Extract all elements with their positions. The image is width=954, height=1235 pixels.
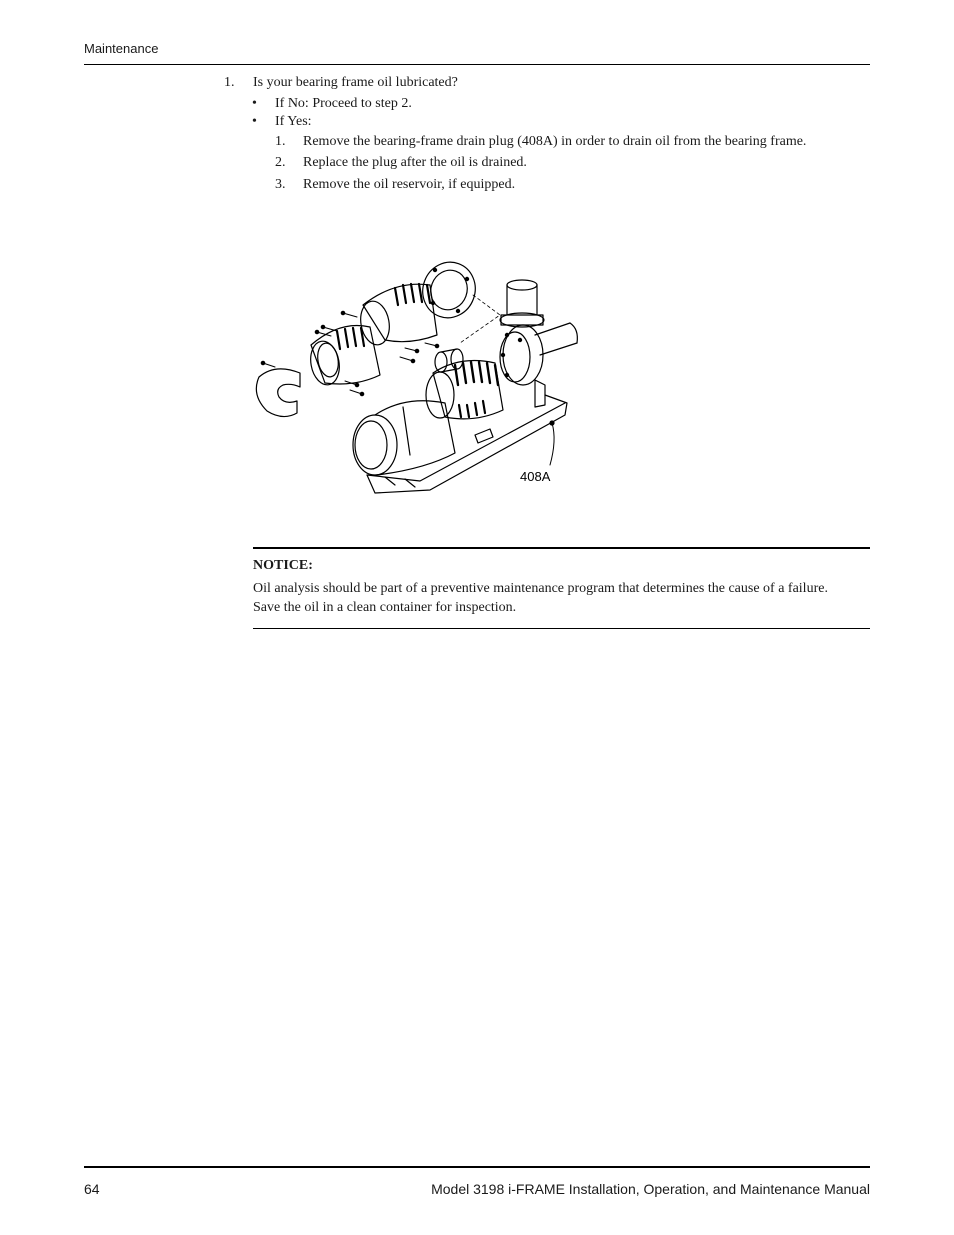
bullet-text: If No: Proceed to step 2. xyxy=(275,96,412,111)
document-title: Model 3198 i-FRAME Installation, Operation, and Maintenance Manual xyxy=(431,1181,870,1197)
substep-number: 2. xyxy=(275,155,286,170)
substep-text: Replace the plug after the oil is drained. xyxy=(303,155,527,170)
substep-1 xyxy=(275,133,870,151)
coupling-drawing xyxy=(435,349,463,372)
notice-body: Oil analysis should be part of a preventive maintenance program that determines the cause of a failure. Save the oil in a clean container for inspection. xyxy=(253,581,828,615)
screws-drawing xyxy=(261,311,439,396)
substep-number: 3. xyxy=(275,177,286,192)
substep-2 xyxy=(275,154,870,172)
lower-guard-drawing xyxy=(307,325,380,387)
pump-assembly-figure xyxy=(245,245,590,510)
section-header: Maintenance xyxy=(84,41,159,56)
c-plate-drawing xyxy=(256,369,300,417)
substep-text: Remove the oil reservoir, if equipped. xyxy=(303,177,516,192)
step-1 xyxy=(224,74,624,92)
header-rule xyxy=(84,64,870,65)
page-number: 64 xyxy=(84,1181,100,1197)
substep-number: 1. xyxy=(275,134,286,149)
bullet-mark: • xyxy=(252,96,257,111)
bullet-no xyxy=(252,95,552,113)
substep-3 xyxy=(275,176,870,194)
bearing-frame-drawing xyxy=(426,361,545,419)
bullet-mark: • xyxy=(252,114,257,129)
notice-title: NOTICE: xyxy=(253,558,313,573)
discharge-pipe-drawing xyxy=(500,280,544,327)
bullet-text: If Yes: xyxy=(275,114,312,129)
upper-guard-drawing xyxy=(357,284,437,347)
end-plate-drawing xyxy=(415,255,483,325)
step-text: Is your bearing frame oil lubricated? xyxy=(253,75,458,90)
step-number: 1. xyxy=(224,75,235,90)
suction-pipe-drawing xyxy=(535,323,577,355)
substep-text: Remove the bearing-frame drain plug (408A) in order to drain oil from the bearing frame. xyxy=(303,134,807,149)
notice-top-rule xyxy=(253,547,870,549)
callout-408a: 408A xyxy=(520,469,551,484)
notice-bottom-rule xyxy=(253,628,870,629)
motor-drawing xyxy=(353,401,455,475)
bullet-yes xyxy=(252,113,552,131)
footer-rule xyxy=(84,1166,870,1168)
